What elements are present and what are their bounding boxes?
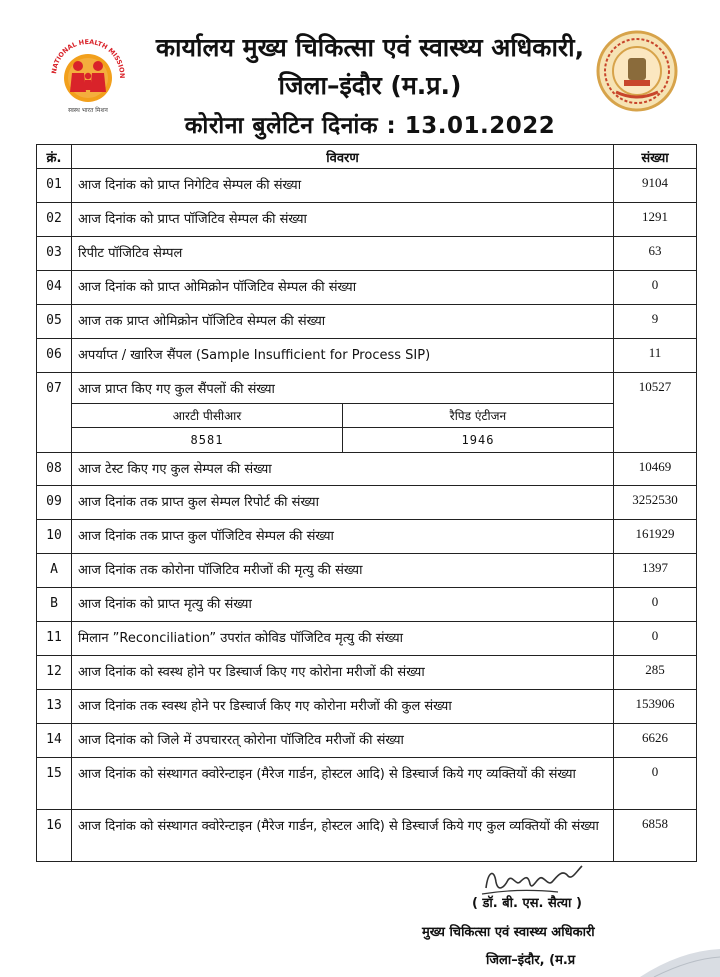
row-description: आज दिनांक तक स्वस्थ होने पर डिस्चार्ज किए गए कोरोना मरीजों की कुल संख्या — [72, 689, 614, 723]
row-value: 10469 — [614, 452, 697, 485]
row-value: 153906 — [614, 689, 697, 723]
officer-designation: मुख्य चिकित्सा एवं स्वास्थ्य अधिकारी — [422, 925, 595, 940]
table-row — [37, 373, 697, 453]
row-description: मिलान ”Reconciliation” उपरांत कोविड पॉजिटिव मृत्यु की संख्या — [72, 621, 614, 655]
row-description: आज टेस्ट किए गए कुल सेम्पल की संख्या — [72, 452, 614, 485]
row-value: 161929 — [614, 519, 697, 553]
table-row — [37, 809, 697, 861]
row-serial: 08 — [37, 452, 72, 485]
row-serial: 07 — [37, 373, 72, 453]
row-value: 285 — [614, 655, 697, 689]
row-description: आज दिनांक को प्राप्त ओमिक्रोन पॉजिटिव सेम्पल की संख्या — [72, 271, 614, 305]
table-row — [37, 723, 697, 757]
page-header — [0, 0, 720, 140]
row-serial: 10 — [37, 519, 72, 553]
table-row — [37, 689, 697, 723]
row-description: अपर्याप्त / खारिज सैंपल (Sample Insufficient for Process SIP) — [72, 339, 614, 373]
row-serial: 12 — [37, 655, 72, 689]
table-row — [37, 339, 697, 373]
rtpcr-label: आरटी पीसीआर — [72, 404, 343, 428]
row-description: आज तक प्राप्त ओमिक्रोन पॉजिटिव सेम्पल की संख्या — [72, 305, 614, 339]
row-value: 63 — [614, 237, 697, 271]
row-serial: 02 — [37, 203, 72, 237]
row-description — [72, 373, 614, 453]
bulletin-date-title: कोरोना बुलेटिन दिनांक : 13.01.2022 — [184, 113, 556, 139]
row-serial: 09 — [37, 485, 72, 519]
bulletin-table — [36, 144, 697, 862]
table-row — [37, 621, 697, 655]
row-value: 11 — [614, 339, 697, 373]
row-description: आज दिनांक को जिले में उपचाररत् कोरोना पॉजिटिव मरीजों की संख्या — [72, 723, 614, 757]
row-value: 3252530 — [614, 485, 697, 519]
page-corner-curl — [610, 945, 720, 977]
table-row — [37, 553, 697, 587]
row-serial: 03 — [37, 237, 72, 271]
row-value: 0 — [614, 271, 697, 305]
row-value: 9 — [614, 305, 697, 339]
row-value: 1397 — [614, 553, 697, 587]
row-serial: 06 — [37, 339, 72, 373]
row-description: आज दिनांक को संस्थागत क्वोरेन्टाइन (मैरेज गार्डन, होस्टल आदि) से डिस्चार्ज किये गए कुल व्यक्तियों की संख्या — [72, 809, 614, 861]
row-description: आज दिनांक को प्राप्त पॉजिटिव सेम्पल की संख्या — [72, 203, 614, 237]
row-value: 0 — [614, 757, 697, 809]
row-serial: B — [37, 587, 72, 621]
col-header-count: संख्या — [614, 145, 697, 169]
row-serial: 13 — [37, 689, 72, 723]
officer-name: ( डॉ. बी. एस. सैत्या ) — [472, 896, 582, 911]
row-serial: 11 — [37, 621, 72, 655]
table-row — [37, 271, 697, 305]
table-row — [37, 519, 697, 553]
row-serial: 14 — [37, 723, 72, 757]
row-value: 1291 — [614, 203, 697, 237]
row-value: 6858 — [614, 809, 697, 861]
row-value: 0 — [614, 621, 697, 655]
row-description: आज दिनांक को संस्थागत क्वोरेन्टाइन (मैरेज गार्डन, होस्टल आदि) से डिस्चार्ज किये गए व्यक्तियों की संख्या — [72, 757, 614, 809]
row-serial: 15 — [37, 757, 72, 809]
row-value: 10527 — [614, 373, 697, 453]
table-row — [37, 169, 697, 203]
table-row — [37, 305, 697, 339]
row-description: रिपीट पॉजिटिव सेम्पल — [72, 237, 614, 271]
row-serial: 05 — [37, 305, 72, 339]
row-serial: 16 — [37, 809, 72, 861]
office-title: कार्यालय मुख्य चिकित्सा एवं स्वास्थ्य अधिकारी, — [155, 33, 585, 62]
col-header-serial: क्रं. — [37, 145, 72, 169]
row-description: आज दिनांक को प्राप्त मृत्यु की संख्या — [72, 587, 614, 621]
rtpcr-value: 8581 — [72, 428, 343, 452]
row-value: 0 — [614, 587, 697, 621]
national-health-mission-logo — [42, 26, 134, 118]
svg-text:NATIONAL HEALTH MISSION: NATIONAL HEALTH MISSION — [50, 37, 127, 79]
mp-government-seal — [596, 30, 678, 112]
table-row — [37, 452, 697, 485]
row-description: आज दिनांक को स्वस्थ होने पर डिस्चार्ज किए गए कोरोना मरीजों की संख्या — [72, 655, 614, 689]
table-row — [37, 203, 697, 237]
table-row — [37, 655, 697, 689]
row-description-text: आज प्राप्त किए गए कुल सैंपलों की संख्या — [78, 382, 275, 397]
rapid-antigen-label: रैपिड एंटीजन — [343, 404, 614, 428]
row-serial: 04 — [37, 271, 72, 305]
table-row — [37, 587, 697, 621]
row-serial: 01 — [37, 169, 72, 203]
sample-breakdown-table — [72, 403, 613, 452]
row-description: आज दिनांक तक कोरोना पॉजिटिव मरीजों की मृत्यु की संख्या — [72, 553, 614, 587]
table-header-row — [37, 145, 697, 169]
row-description: आज दिनांक तक प्राप्त कुल सेम्पल रिपोर्ट की संख्या — [72, 485, 614, 519]
officer-place: जिला–इंदौर, (म.प्र — [486, 953, 576, 968]
row-description: आज दिनांक को प्राप्त निगेटिव सेम्पल की संख्या — [72, 169, 614, 203]
row-serial: A — [37, 553, 72, 587]
district-title: जिला–इंदौर (म.प्र.) — [278, 71, 462, 100]
table-row — [37, 757, 697, 809]
col-header-description: विवरण — [72, 145, 614, 169]
table-row — [37, 237, 697, 271]
row-value: 9104 — [614, 169, 697, 203]
svg-text:स्वस्थ भारत मिशन: स्वस्थ भारत मिशन — [68, 107, 108, 114]
rapid-antigen-value: 1946 — [343, 428, 614, 452]
row-value: 6626 — [614, 723, 697, 757]
table-row — [37, 485, 697, 519]
row-description: आज दिनांक तक प्राप्त कुल पॉजिटिव सेम्पल की संख्या — [72, 519, 614, 553]
